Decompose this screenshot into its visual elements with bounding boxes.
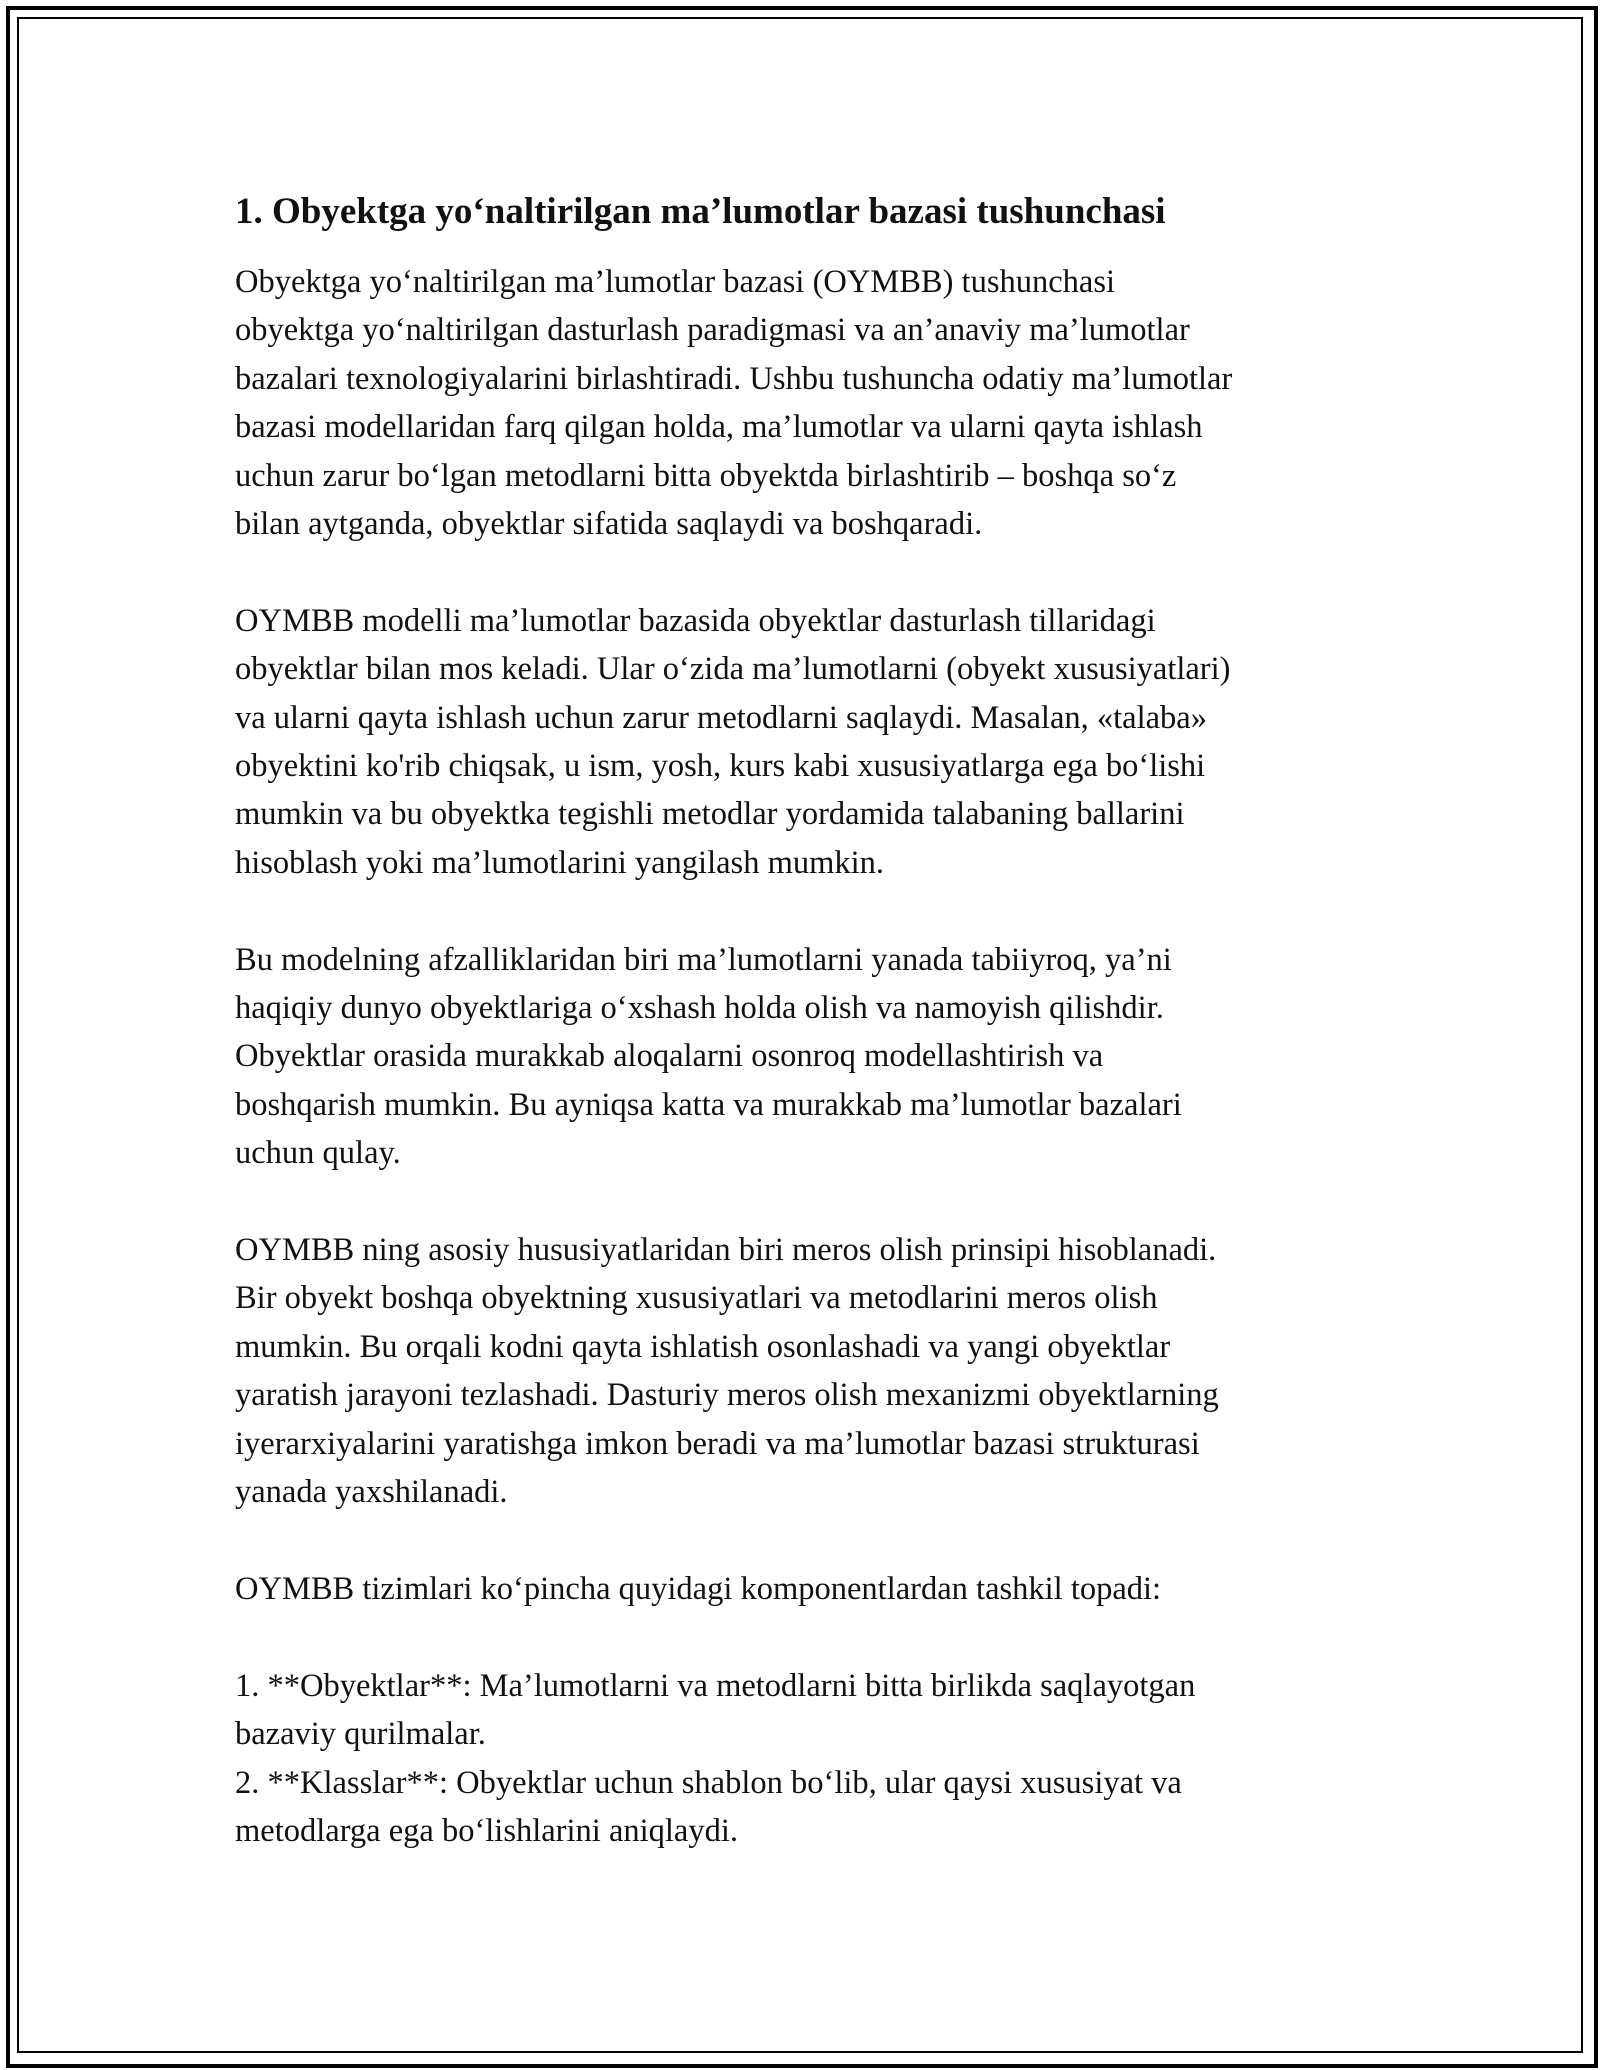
text-line: hisoblash yoki ma’lumotlarini yangilash mumkin. <box>235 844 885 881</box>
text-line: Obyektlar orasida murakkab aloqalarni osonroq modellashtirish va <box>235 1038 1104 1075</box>
text-line: iyerarxiyalarini yaratishga imkon beradi va ma’lumotlar bazasi strukturasi <box>235 1425 1200 1462</box>
text-line: OYMBB ning asosiy hususiyatlaridan biri meros olish prinsipi hisoblanadi. <box>235 1232 1217 1269</box>
text-line: haqiqiy dunyo obyektlariga o‘xshash holda olish va namoyish qilishdir. <box>235 990 1164 1027</box>
text-line: bazalari texnologiyalarini birlashtiradi. Ushbu tushuncha odatiy ma’lumotlar <box>235 360 1233 397</box>
paragraph <box>235 1226 1385 1516</box>
paragraph <box>235 258 1385 548</box>
text-line: Bu modelning afzalliklaridan biri ma’lumotlarni yanada tabiiyroq, ya’ni <box>235 941 1172 978</box>
text-line: mumkin va bu obyektka tegishli metodlar yordamida talabaning ballarini <box>235 796 1185 833</box>
text-line: uchun zarur bo‘lgan metodlarni bitta obyektda birlashtirib – boshqa so‘z <box>235 457 1177 494</box>
paragraph <box>235 1565 1385 1613</box>
text-line: va ularni qayta ishlash uchun zarur metodlarni saqlaydi. Masalan, «talaba» <box>235 699 1207 736</box>
text-line: yaratish jarayoni tezlashadi. Dasturiy meros olish mexanizmi obyektlarning <box>235 1377 1219 1414</box>
text-line: boshqarish mumkin. Bu ayniqsa katta va murakkab ma’lumotlar bazalari <box>235 1086 1182 1123</box>
text-line: obyektini ko'rib chiqsak, u ism, yosh, kurs kabi xususiyatlarga ega bo‘lishi <box>235 748 1206 785</box>
text-line: metodlarga ega bo‘lishlarini aniqlaydi. <box>235 1812 739 1849</box>
text-line: Bir obyekt boshqa obyektning xususiyatlari va metodlarini meros olish <box>235 1280 1158 1317</box>
paragraph <box>235 597 1385 887</box>
text-line: OYMBB tizimlari ko‘pincha quyidagi komponentlardan tashkil topadi: <box>235 1570 1162 1607</box>
text-line: 2. **Klasslar**: Obyektlar uchun shablon bo‘lib, ular qaysi xususiyat va <box>235 1764 1182 1801</box>
text-line: obyektlar bilan mos keladi. Ular o‘zida ma’lumotlarni (obyekt xususiyatlari) <box>235 651 1231 688</box>
text-line: bazasi modellaridan farq qilgan holda, ma’lumotlar va ularni qayta ishlash <box>235 409 1203 446</box>
text-line: yanada yaxshilanadi. <box>235 1474 508 1511</box>
text-line: 1. **Obyektlar**: Ma’lumotlarni va metodlarni bitta birlikda saqlayotgan <box>235 1667 1196 1704</box>
text-line: OYMBB modelli ma’lumotlar bazasida obyektlar dasturlash tillaridagi <box>235 602 1156 639</box>
text-line: bilan aytganda, obyektlar sifatida saqlaydi va boshqaradi. <box>235 506 983 543</box>
text-line: obyektga yo‘naltirilgan dasturlash paradigmasi va an’anaviy ma’lumotlar <box>235 312 1190 349</box>
list-item <box>235 1662 1385 1759</box>
text-line: bazaviy qurilmalar. <box>235 1716 486 1753</box>
list-item <box>235 1759 1385 1856</box>
text-line: uchun qulay. <box>235 1135 401 1172</box>
text-line: Obyektga yo‘naltirilgan ma’lumotlar bazasi (OYMBB) tushunchasi <box>235 264 1116 300</box>
section-heading: 1. Obyektga yo‘naltirilgan ma’lumotlar bazasi tushunchasi <box>235 191 1166 232</box>
paragraph <box>235 936 1385 1178</box>
document-body <box>235 186 1385 1855</box>
text-line: mumkin. Bu orqali kodni qayta ishlatish osonlashadi va yangi obyektlar <box>235 1328 1171 1365</box>
